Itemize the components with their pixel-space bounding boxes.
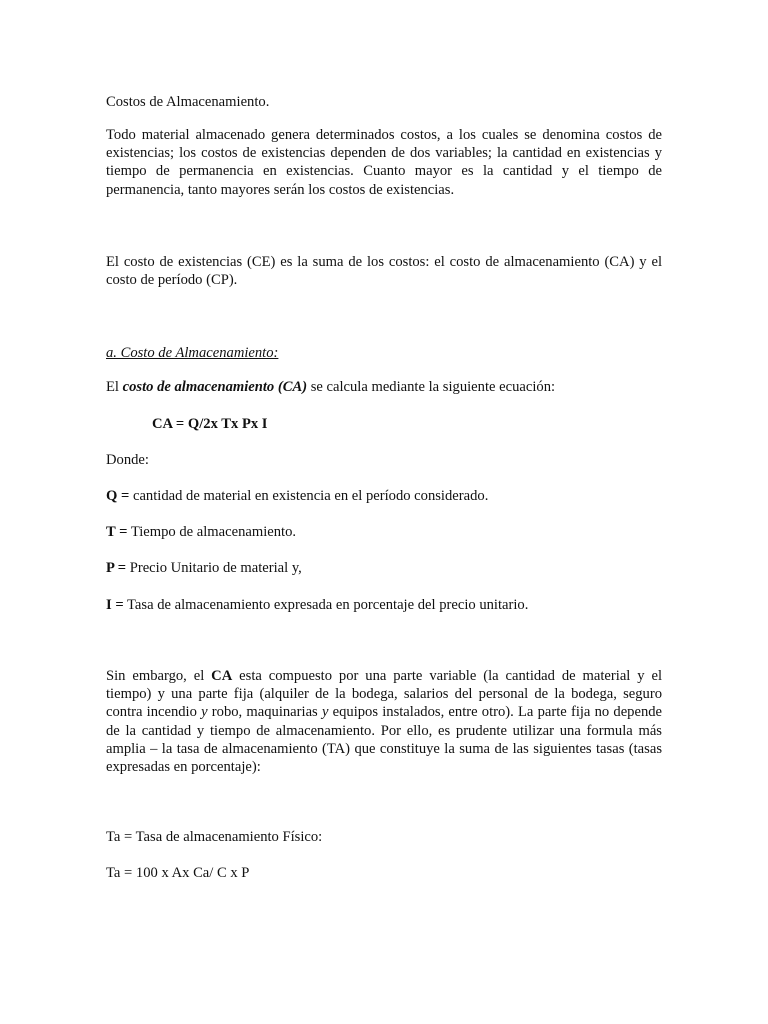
definition-text: cantidad de material en existencia en el período considerado.	[129, 488, 489, 504]
definition-p	[106, 559, 302, 577]
ca-sentence	[106, 378, 555, 396]
ca-term: costo de almacenamiento (CA)	[122, 379, 308, 395]
definition-i	[106, 596, 528, 614]
italic-y: y	[201, 704, 208, 721]
sin-embargo-paragraph	[106, 667, 662, 776]
definition-symbol: T =	[106, 524, 128, 540]
definition-symbol: I =	[106, 597, 124, 613]
donde-label: Donde:	[106, 452, 149, 468]
sin-embargo-part4: equipos instalados, entre otro). La parte fija no depende de la cantidad y tiempo de almacenamiento. Por ello, es prudente utilizar una formula más amplia – la tasa de almacenamiento (TA) que constituye la suma de las siguientes tasas (tasas expresadas en porcentaje):	[106, 704, 663, 776]
intro-paragraph: Todo material almacenado genera determinados costos, a los cuales se denomina costos de existencias; los costos de existencias dependen de dos variables; la cantidad en existencias y tiempo de permanencia en existencias. Cuanto mayor es la cantidad y el tiempo de permanencia, tanto mayores serán los costos de existencias.	[106, 127, 662, 198]
section-a-heading: a. Costo de Almacenamiento:	[106, 345, 279, 361]
sin-embargo-part1: Sin embargo, el	[106, 668, 212, 684]
sin-embargo-part2: esta compuesto por una parte variable (la cantidad de material y el tiempo) y una parte fija (alquiler de la bodega, salarios del personal de la bodega, seguro contra incendio	[106, 668, 662, 721]
sin-embargo-part3: robo, maquinarias	[207, 704, 322, 721]
italic-y: y	[321, 704, 329, 721]
definition-text: Precio Unitario de material y,	[126, 560, 302, 576]
definition-text: Tasa de almacenamiento expresada en porcentaje del precio unitario.	[123, 597, 529, 613]
ca-abbrev: CA	[211, 668, 233, 684]
ta-formula: Ta = 100 x Ax Ca/ C x P	[106, 865, 250, 881]
definition-text: Tiempo de almacenamiento.	[127, 524, 297, 540]
definition-t	[106, 523, 296, 541]
definition-symbol: Q =	[106, 488, 130, 504]
definition-symbol: P =	[106, 560, 127, 576]
ta-definition: Ta = Tasa de almacenamiento Físico:	[106, 829, 323, 845]
ce-paragraph: El costo de existencias (CE) es la suma de los costos: el costo de almacenamiento (CA) y el costo de período (CP).	[106, 254, 662, 289]
document-title: Costos de Almacenamiento.	[106, 94, 270, 110]
ca-sentence-prefix: El	[106, 379, 123, 395]
ca-equation: CA = Q/2x Tx Px I	[152, 416, 268, 432]
ca-sentence-suffix: se calcula mediante la siguiente ecuación:	[307, 379, 556, 395]
definition-q	[106, 487, 488, 505]
